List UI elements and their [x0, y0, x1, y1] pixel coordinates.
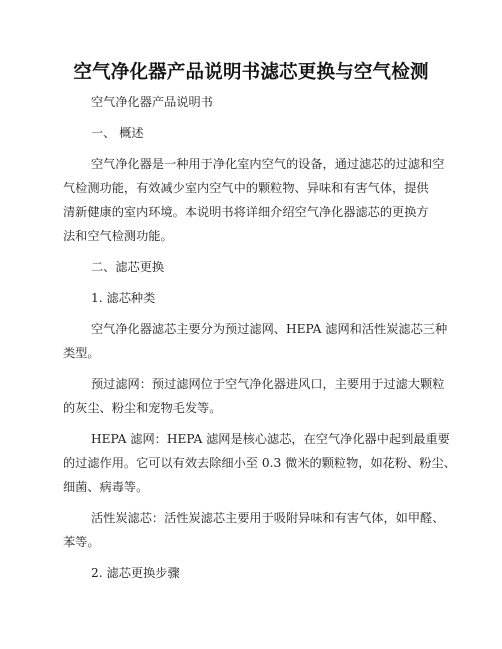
paragraph-line: 预过滤网：预过滤网位于空气净化器进风口，主要用于过滤大颗粒: [91, 377, 445, 391]
paragraph-line: 清新健康的室内环境。本说明书将详细介绍空气净化器滤芯的更换方: [63, 205, 429, 219]
paragraph-line: 空气净化器是一种用于净化室内空气的设备，通过滤芯的过滤和空: [91, 157, 445, 171]
paragraph-line: 细菌、病毒等。: [63, 480, 149, 494]
paragraph-line: 空气净化器产品说明书: [91, 95, 213, 109]
paragraph-line: 的灰尘、粉尘和宠物毛发等。: [63, 401, 222, 415]
subsection-heading: 2. 滤芯更换步骤: [91, 566, 180, 580]
paragraph-line: 空气净化器滤芯主要分为预过滤网、HEPA 滤网和活性炭滤芯三种: [91, 322, 448, 336]
document-title: 空气净化器产品说明书滤芯更换与空气检测: [73, 62, 429, 83]
paragraph-line: 活性炭滤芯：活性炭滤芯主要用于吸附异味和有害气体，如甲醛、: [91, 511, 445, 525]
paragraph-line: 法和空气检测功能。: [63, 229, 173, 243]
paragraph-line: HEPA 滤网：HEPA 滤网是核心滤芯，在空气净化器中起到最重要: [91, 432, 450, 446]
section-heading: 一、 概述: [91, 126, 144, 140]
paragraph-line: 的过滤作用。它可以有效去除细小至 0.3 微米的颗粒物，如花粉、粉尘、: [63, 456, 456, 470]
paragraph-line: 苯等。: [63, 535, 100, 549]
subsection-heading: 1. 滤芯种类: [91, 291, 156, 305]
paragraph-line: 类型。: [63, 346, 100, 360]
paragraph-line: 气检测功能，有效减少室内空气中的颗粒物、异味和有害气体，提供: [63, 181, 429, 195]
section-heading: 二、滤芯更换: [91, 260, 165, 274]
